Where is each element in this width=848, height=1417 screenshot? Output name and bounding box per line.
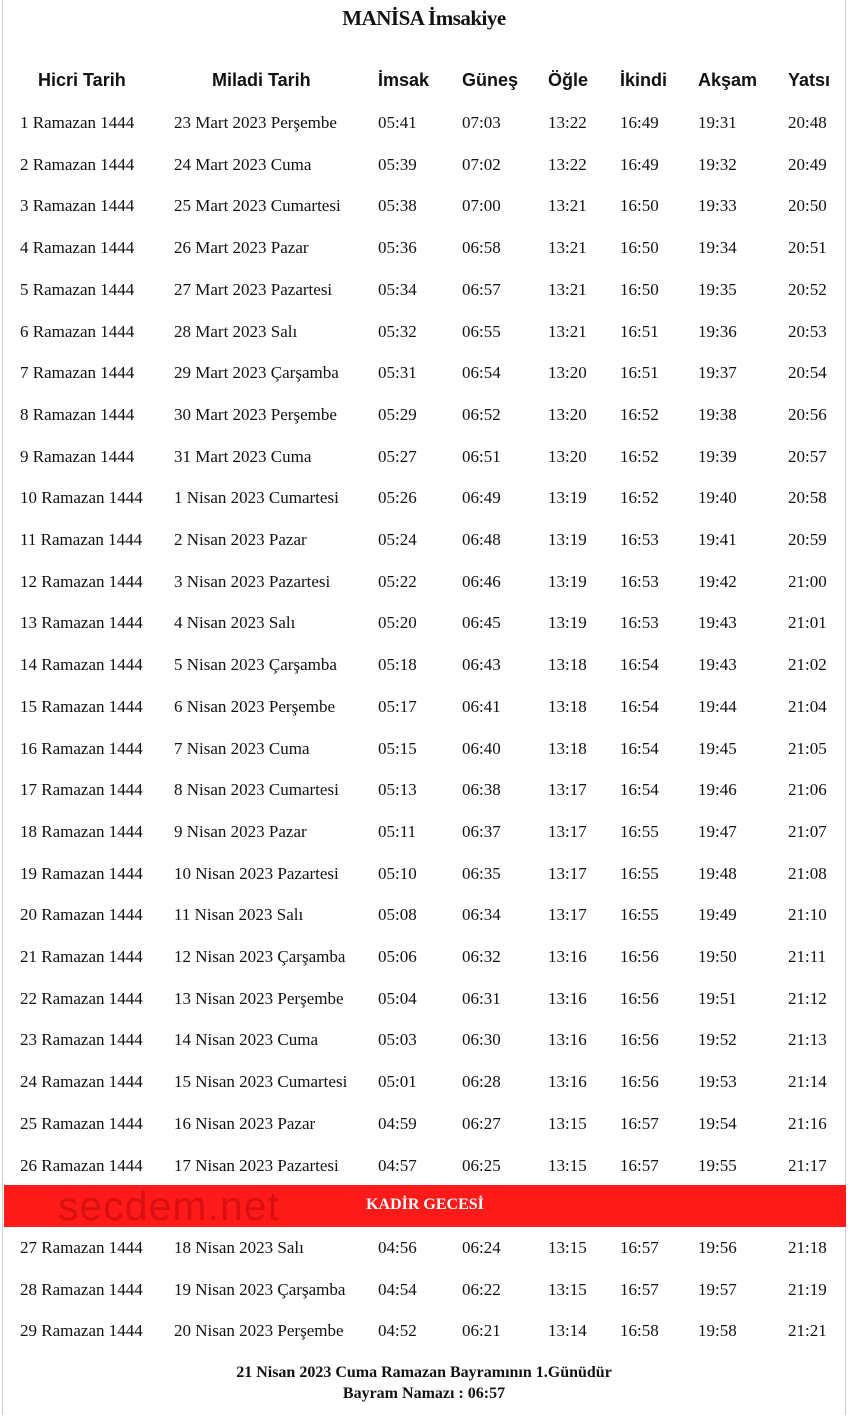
table-row bbox=[0, 572, 848, 602]
table-row bbox=[0, 739, 848, 769]
table-row bbox=[0, 822, 848, 852]
cell-ogle: 13:15 bbox=[548, 1279, 587, 1299]
cell-gunes: 06:31 bbox=[462, 988, 501, 1008]
cell-miladi-tarih: 10 Nisan 2023 Pazartesi bbox=[174, 863, 339, 883]
cell-gunes: 06:34 bbox=[462, 905, 501, 925]
cell-gunes: 06:32 bbox=[462, 947, 501, 966]
cell-aksam: 19:58 bbox=[698, 1321, 737, 1341]
cell-hicri-tarih: 25 Ramazan 1444 bbox=[20, 1113, 143, 1133]
cell-gunes: 07:00 bbox=[462, 196, 501, 216]
cell-miladi-tarih: 14 Nisan 2023 Cuma bbox=[174, 1030, 319, 1050]
table-row bbox=[0, 905, 848, 935]
cell-hicri-tarih: 6 Ramazan 1444 bbox=[20, 321, 135, 341]
cell-aksam: 19:40 bbox=[698, 488, 737, 508]
cell-ogle: 13:17 bbox=[548, 905, 587, 925]
cell-yatsi: 21:00 bbox=[788, 571, 827, 591]
cell-yatsi: 20:54 bbox=[788, 363, 827, 383]
cell-ogle: 13:21 bbox=[548, 321, 587, 341]
cell-hicri-tarih: 29 Ramazan 1444 bbox=[20, 1321, 143, 1341]
cell-aksam: 19:51 bbox=[698, 988, 737, 1008]
cell-ikindi: 16:53 bbox=[620, 571, 659, 591]
cell-ogle: 13:16 bbox=[548, 1072, 587, 1092]
page-title: MANİSA İmsakiye bbox=[342, 6, 506, 30]
cell-ikindi: 16:49 bbox=[620, 113, 659, 132]
header-hicri-tarih: Hicri Tarih bbox=[38, 70, 126, 90]
table-row bbox=[0, 655, 848, 685]
table-row bbox=[0, 1321, 848, 1351]
cell-imsak: 05:17 bbox=[378, 696, 417, 716]
cell-gunes: 06:55 bbox=[462, 321, 501, 341]
cell-gunes: 07:03 bbox=[462, 113, 501, 132]
cell-hicri-tarih: 12 Ramazan 1444 bbox=[20, 571, 143, 591]
cell-aksam: 19:33 bbox=[698, 196, 737, 216]
table-row bbox=[0, 1156, 848, 1186]
cell-miladi-tarih: 31 Mart 2023 Cuma bbox=[174, 446, 312, 466]
cell-imsak: 05:34 bbox=[378, 279, 417, 299]
cell-ikindi: 16:56 bbox=[620, 947, 659, 966]
cell-miladi-tarih: 5 Nisan 2023 Çarşamba bbox=[174, 655, 337, 675]
cell-miladi-tarih: 13 Nisan 2023 Perşembe bbox=[174, 988, 344, 1008]
table-row bbox=[0, 447, 848, 477]
cell-miladi-tarih: 27 Mart 2023 Pazartesi bbox=[174, 279, 333, 299]
cell-ikindi: 16:56 bbox=[620, 1030, 659, 1050]
cell-hicri-tarih: 27 Ramazan 1444 bbox=[20, 1238, 143, 1257]
cell-hicri-tarih: 24 Ramazan 1444 bbox=[20, 1072, 143, 1092]
cell-hicri-tarih: 3 Ramazan 1444 bbox=[20, 196, 135, 216]
cell-gunes: 06:24 bbox=[462, 1238, 501, 1257]
banner-label: KADİR GECESİ bbox=[366, 1196, 484, 1213]
cell-hicri-tarih: 2 Ramazan 1444 bbox=[20, 154, 135, 174]
cell-yatsi: 20:57 bbox=[788, 446, 827, 466]
table-row bbox=[0, 113, 848, 143]
cell-ikindi: 16:51 bbox=[620, 363, 659, 383]
cell-ogle: 13:15 bbox=[548, 1113, 587, 1133]
cell-miladi-tarih: 8 Nisan 2023 Cumartesi bbox=[174, 780, 339, 800]
cell-hicri-tarih: 13 Ramazan 1444 bbox=[20, 613, 143, 633]
cell-hicri-tarih: 23 Ramazan 1444 bbox=[20, 1030, 143, 1050]
cell-ogle: 13:19 bbox=[548, 613, 587, 633]
cell-ikindi: 16:53 bbox=[620, 530, 659, 549]
cell-gunes: 06:52 bbox=[462, 404, 501, 424]
cell-gunes: 06:37 bbox=[462, 821, 501, 841]
table-row bbox=[0, 1072, 848, 1102]
header-ikindi: İkindi bbox=[620, 70, 668, 90]
table-row bbox=[0, 947, 848, 977]
cell-ikindi: 16:51 bbox=[620, 321, 659, 341]
cell-ikindi: 16:50 bbox=[620, 196, 659, 216]
cell-ikindi: 16:54 bbox=[620, 696, 659, 716]
cell-imsak: 04:54 bbox=[378, 1279, 417, 1299]
cell-ogle: 13:18 bbox=[548, 738, 587, 758]
table-row bbox=[0, 238, 848, 268]
cell-miladi-tarih: 15 Nisan 2023 Cumartesi bbox=[174, 1072, 348, 1092]
header-yatsi: Yatsı bbox=[788, 70, 831, 90]
cell-ogle: 13:21 bbox=[548, 279, 587, 299]
cell-yatsi: 21:07 bbox=[788, 821, 827, 841]
table-row bbox=[0, 155, 848, 185]
cell-ogle: 13:18 bbox=[548, 696, 587, 716]
cell-ikindi: 16:50 bbox=[620, 279, 659, 299]
cell-yatsi: 21:04 bbox=[788, 696, 827, 716]
cell-yatsi: 20:51 bbox=[788, 238, 827, 258]
cell-yatsi: 21:16 bbox=[788, 1113, 827, 1133]
cell-yatsi: 20:48 bbox=[788, 113, 827, 132]
cell-imsak: 05:32 bbox=[378, 321, 417, 341]
cell-ogle: 13:19 bbox=[548, 488, 587, 508]
cell-aksam: 19:34 bbox=[698, 238, 737, 258]
cell-ikindi: 16:58 bbox=[620, 1321, 659, 1341]
table-row bbox=[0, 1238, 848, 1268]
cell-ogle: 13:18 bbox=[548, 655, 587, 675]
cell-imsak: 05:03 bbox=[378, 1030, 417, 1050]
cell-ogle: 13:21 bbox=[548, 196, 587, 216]
header-miladi-tarih: Miladi Tarih bbox=[212, 70, 311, 90]
cell-yatsi: 20:56 bbox=[788, 404, 827, 424]
cell-gunes: 06:27 bbox=[462, 1113, 501, 1133]
cell-hicri-tarih: 1 Ramazan 1444 bbox=[20, 113, 135, 132]
cell-yatsi: 20:52 bbox=[788, 279, 827, 299]
cell-ogle: 13:19 bbox=[548, 530, 587, 549]
cell-aksam: 19:57 bbox=[698, 1279, 737, 1299]
cell-yatsi: 21:01 bbox=[788, 613, 827, 633]
cell-imsak: 05:24 bbox=[378, 530, 417, 549]
cell-ikindi: 16:55 bbox=[620, 863, 659, 883]
table-row bbox=[0, 697, 848, 727]
table-row bbox=[0, 780, 848, 810]
cell-ikindi: 16:55 bbox=[620, 905, 659, 925]
cell-yatsi: 20:49 bbox=[788, 154, 827, 174]
cell-gunes: 07:02 bbox=[462, 154, 501, 174]
cell-hicri-tarih: 16 Ramazan 1444 bbox=[20, 738, 143, 758]
cell-gunes: 06:46 bbox=[462, 571, 501, 591]
cell-imsak: 05:11 bbox=[378, 821, 417, 841]
table-row bbox=[0, 1280, 848, 1310]
cell-yatsi: 21:13 bbox=[788, 1030, 827, 1050]
header-imsak: İmsak bbox=[378, 70, 430, 90]
cell-gunes: 06:41 bbox=[462, 696, 501, 716]
cell-miladi-tarih: 16 Nisan 2023 Pazar bbox=[174, 1113, 316, 1133]
table-row bbox=[0, 363, 848, 393]
cell-gunes: 06:30 bbox=[462, 1030, 501, 1050]
footer-bayram-date: 21 Nisan 2023 Cuma Ramazan Bayramının 1.Günüdür bbox=[236, 1364, 612, 1381]
cell-ogle: 13:19 bbox=[548, 571, 587, 591]
cell-yatsi: 20:59 bbox=[788, 530, 827, 549]
cell-imsak: 05:06 bbox=[378, 947, 417, 966]
cell-miladi-tarih: 17 Nisan 2023 Pazartesi bbox=[174, 1155, 339, 1175]
cell-gunes: 06:51 bbox=[462, 446, 501, 466]
cell-ogle: 13:16 bbox=[548, 988, 587, 1008]
cell-yatsi: 21:02 bbox=[788, 655, 827, 675]
cell-aksam: 19:48 bbox=[698, 863, 737, 883]
cell-ogle: 13:16 bbox=[548, 947, 587, 966]
cell-imsak: 05:04 bbox=[378, 988, 417, 1008]
cell-gunes: 06:28 bbox=[462, 1072, 501, 1092]
cell-imsak: 05:26 bbox=[378, 488, 417, 508]
cell-gunes: 06:48 bbox=[462, 530, 501, 549]
cell-aksam: 19:38 bbox=[698, 404, 737, 424]
cell-gunes: 06:57 bbox=[462, 279, 501, 299]
cell-aksam: 19:49 bbox=[698, 905, 737, 925]
cell-imsak: 04:52 bbox=[378, 1321, 417, 1341]
table-row bbox=[0, 280, 848, 310]
cell-imsak: 05:13 bbox=[378, 780, 417, 800]
cell-gunes: 06:21 bbox=[462, 1321, 501, 1341]
cell-gunes: 06:25 bbox=[462, 1155, 501, 1175]
cell-aksam: 19:55 bbox=[698, 1155, 737, 1175]
cell-ogle: 13:17 bbox=[548, 780, 587, 800]
cell-aksam: 19:53 bbox=[698, 1072, 737, 1092]
cell-miladi-tarih: 18 Nisan 2023 Salı bbox=[174, 1238, 304, 1257]
cell-ogle: 13:16 bbox=[548, 1030, 587, 1050]
cell-miladi-tarih: 3 Nisan 2023 Pazartesi bbox=[174, 571, 331, 591]
cell-ikindi: 16:57 bbox=[620, 1113, 659, 1133]
cell-yatsi: 21:06 bbox=[788, 780, 827, 800]
cell-aksam: 19:41 bbox=[698, 530, 737, 549]
cell-aksam: 19:46 bbox=[698, 780, 737, 800]
cell-imsak: 04:57 bbox=[378, 1155, 417, 1175]
cell-yatsi: 21:17 bbox=[788, 1155, 827, 1175]
cell-ikindi: 16:57 bbox=[620, 1238, 659, 1257]
cell-hicri-tarih: 10 Ramazan 1444 bbox=[20, 488, 143, 508]
cell-yatsi: 21:10 bbox=[788, 905, 827, 925]
cell-miladi-tarih: 11 Nisan 2023 Salı bbox=[174, 905, 304, 925]
cell-ogle: 13:15 bbox=[548, 1238, 587, 1257]
header-gunes: Güneş bbox=[462, 70, 519, 90]
cell-aksam: 19:39 bbox=[698, 446, 737, 466]
cell-aksam: 19:36 bbox=[698, 321, 737, 341]
cell-gunes: 06:38 bbox=[462, 780, 501, 800]
cell-miladi-tarih: 25 Mart 2023 Cumartesi bbox=[174, 196, 341, 216]
cell-ogle: 13:20 bbox=[548, 363, 587, 383]
table-row bbox=[0, 1114, 848, 1144]
cell-aksam: 19:54 bbox=[698, 1113, 737, 1133]
table-row bbox=[0, 488, 848, 518]
cell-hicri-tarih: 7 Ramazan 1444 bbox=[20, 363, 135, 383]
cell-hicri-tarih: 19 Ramazan 1444 bbox=[20, 863, 143, 883]
cell-hicri-tarih: 5 Ramazan 1444 bbox=[20, 279, 135, 299]
cell-imsak: 05:29 bbox=[378, 404, 417, 424]
cell-miladi-tarih: 2 Nisan 2023 Pazar bbox=[174, 530, 307, 549]
cell-ikindi: 16:49 bbox=[620, 154, 659, 174]
cell-imsak: 04:56 bbox=[378, 1238, 417, 1257]
cell-ikindi: 16:56 bbox=[620, 1072, 659, 1092]
cell-hicri-tarih: 18 Ramazan 1444 bbox=[20, 821, 143, 841]
cell-imsak: 05:10 bbox=[378, 863, 417, 883]
cell-miladi-tarih: 29 Mart 2023 Çarşamba bbox=[174, 363, 339, 383]
cell-ikindi: 16:54 bbox=[620, 738, 659, 758]
cell-ogle: 13:17 bbox=[548, 821, 587, 841]
cell-yatsi: 20:50 bbox=[788, 196, 827, 216]
cell-yatsi: 21:19 bbox=[788, 1279, 827, 1299]
cell-miladi-tarih: 24 Mart 2023 Cuma bbox=[174, 154, 312, 174]
cell-hicri-tarih: 4 Ramazan 1444 bbox=[20, 238, 135, 258]
table-row bbox=[0, 530, 848, 560]
cell-miladi-tarih: 19 Nisan 2023 Çarşamba bbox=[174, 1279, 346, 1299]
cell-aksam: 19:43 bbox=[698, 655, 737, 675]
cell-ikindi: 16:57 bbox=[620, 1279, 659, 1299]
cell-aksam: 19:52 bbox=[698, 1030, 737, 1050]
cell-ikindi: 16:57 bbox=[620, 1155, 659, 1175]
cell-yatsi: 20:58 bbox=[788, 488, 827, 508]
cell-gunes: 06:35 bbox=[462, 863, 501, 883]
table-row bbox=[0, 322, 848, 352]
cell-ikindi: 16:50 bbox=[620, 238, 659, 258]
cell-yatsi: 21:08 bbox=[788, 863, 827, 883]
cell-aksam: 19:43 bbox=[698, 613, 737, 633]
cell-miladi-tarih: 20 Nisan 2023 Perşembe bbox=[174, 1321, 344, 1341]
cell-yatsi: 21:18 bbox=[788, 1238, 827, 1257]
cell-yatsi: 21:14 bbox=[788, 1072, 827, 1092]
cell-hicri-tarih: 17 Ramazan 1444 bbox=[20, 780, 143, 800]
cell-imsak: 05:39 bbox=[378, 154, 417, 174]
cell-ikindi: 16:52 bbox=[620, 404, 659, 424]
cell-imsak: 05:36 bbox=[378, 238, 417, 258]
cell-imsak: 05:18 bbox=[378, 655, 417, 675]
cell-imsak: 05:31 bbox=[378, 363, 417, 383]
table-row bbox=[0, 613, 848, 643]
cell-ikindi: 16:54 bbox=[620, 780, 659, 800]
cell-gunes: 06:43 bbox=[462, 655, 501, 675]
cell-miladi-tarih: 12 Nisan 2023 Çarşamba bbox=[174, 947, 346, 966]
cell-aksam: 19:42 bbox=[698, 571, 737, 591]
cell-aksam: 19:31 bbox=[698, 113, 737, 132]
cell-yatsi: 21:05 bbox=[788, 738, 827, 758]
cell-miladi-tarih: 28 Mart 2023 Salı bbox=[174, 321, 298, 341]
cell-miladi-tarih: 4 Nisan 2023 Salı bbox=[174, 613, 296, 633]
cell-hicri-tarih: 21 Ramazan 1444 bbox=[20, 947, 143, 966]
table-row bbox=[0, 405, 848, 435]
watermark-text: secdem.net bbox=[58, 1183, 280, 1229]
cell-gunes: 06:54 bbox=[462, 363, 501, 383]
cell-hicri-tarih: 22 Ramazan 1444 bbox=[20, 988, 143, 1008]
cell-yatsi: 20:53 bbox=[788, 321, 827, 341]
cell-hicri-tarih: 11 Ramazan 1444 bbox=[20, 530, 143, 549]
cell-miladi-tarih: 30 Mart 2023 Perşembe bbox=[174, 404, 337, 424]
cell-miladi-tarih: 7 Nisan 2023 Cuma bbox=[174, 738, 310, 758]
cell-ogle: 13:21 bbox=[548, 238, 587, 258]
table-row bbox=[0, 1030, 848, 1060]
cell-yatsi: 21:21 bbox=[788, 1321, 827, 1341]
header-ogle: Öğle bbox=[548, 70, 589, 90]
cell-ikindi: 16:53 bbox=[620, 613, 659, 633]
cell-hicri-tarih: 15 Ramazan 1444 bbox=[20, 696, 143, 716]
cell-ikindi: 16:56 bbox=[620, 988, 659, 1008]
cell-imsak: 05:01 bbox=[378, 1072, 417, 1092]
cell-gunes: 06:49 bbox=[462, 488, 501, 508]
cell-imsak: 05:08 bbox=[378, 905, 417, 925]
cell-hicri-tarih: 8 Ramazan 1444 bbox=[20, 404, 135, 424]
cell-imsak: 05:41 bbox=[378, 113, 417, 132]
cell-yatsi: 21:11 bbox=[788, 947, 827, 966]
cell-aksam: 19:37 bbox=[698, 363, 737, 383]
cell-ikindi: 16:52 bbox=[620, 446, 659, 466]
table-row bbox=[0, 864, 848, 894]
cell-hicri-tarih: 14 Ramazan 1444 bbox=[20, 655, 143, 675]
cell-gunes: 06:40 bbox=[462, 738, 501, 758]
cell-aksam: 19:47 bbox=[698, 821, 737, 841]
cell-ikindi: 16:55 bbox=[620, 821, 659, 841]
cell-hicri-tarih: 9 Ramazan 1444 bbox=[20, 446, 135, 466]
cell-miladi-tarih: 9 Nisan 2023 Pazar bbox=[174, 821, 307, 841]
cell-hicri-tarih: 20 Ramazan 1444 bbox=[20, 905, 143, 925]
cell-hicri-tarih: 26 Ramazan 1444 bbox=[20, 1155, 143, 1175]
cell-imsak: 05:15 bbox=[378, 738, 417, 758]
cell-ogle: 13:22 bbox=[548, 113, 587, 132]
cell-aksam: 19:44 bbox=[698, 696, 737, 716]
cell-ikindi: 16:54 bbox=[620, 655, 659, 675]
cell-imsak: 05:38 bbox=[378, 196, 417, 216]
cell-imsak: 05:22 bbox=[378, 571, 417, 591]
cell-aksam: 19:35 bbox=[698, 279, 737, 299]
cell-miladi-tarih: 23 Mart 2023 Perşembe bbox=[174, 113, 337, 132]
cell-gunes: 06:45 bbox=[462, 613, 501, 633]
cell-imsak: 05:27 bbox=[378, 446, 417, 466]
cell-ogle: 13:17 bbox=[548, 863, 587, 883]
cell-ogle: 13:14 bbox=[548, 1321, 587, 1341]
footer-bayram-namazi: Bayram Namazı : 06:57 bbox=[342, 1385, 506, 1402]
cell-imsak: 05:20 bbox=[378, 613, 417, 633]
header-aksam: Akşam bbox=[698, 70, 758, 90]
cell-aksam: 19:50 bbox=[698, 947, 737, 966]
cell-miladi-tarih: 6 Nisan 2023 Perşembe bbox=[174, 696, 336, 716]
cell-imsak: 04:59 bbox=[378, 1113, 417, 1133]
cell-miladi-tarih: 26 Mart 2023 Pazar bbox=[174, 238, 309, 258]
cell-gunes: 06:22 bbox=[462, 1279, 501, 1299]
cell-hicri-tarih: 28 Ramazan 1444 bbox=[20, 1279, 143, 1299]
table-row bbox=[0, 989, 848, 1019]
cell-aksam: 19:56 bbox=[698, 1238, 737, 1257]
cell-ogle: 13:20 bbox=[548, 404, 587, 424]
cell-miladi-tarih: 1 Nisan 2023 Cumartesi bbox=[174, 488, 339, 508]
kadir-gecesi-banner bbox=[4, 1185, 846, 1227]
cell-aksam: 19:45 bbox=[698, 738, 737, 758]
cell-yatsi: 21:12 bbox=[788, 988, 827, 1008]
cell-ogle: 13:15 bbox=[548, 1155, 587, 1175]
cell-aksam: 19:32 bbox=[698, 154, 737, 174]
cell-gunes: 06:58 bbox=[462, 238, 501, 258]
cell-ogle: 13:22 bbox=[548, 154, 587, 174]
cell-ikindi: 16:52 bbox=[620, 488, 659, 508]
cell-ogle: 13:20 bbox=[548, 446, 587, 466]
table-row bbox=[0, 196, 848, 226]
